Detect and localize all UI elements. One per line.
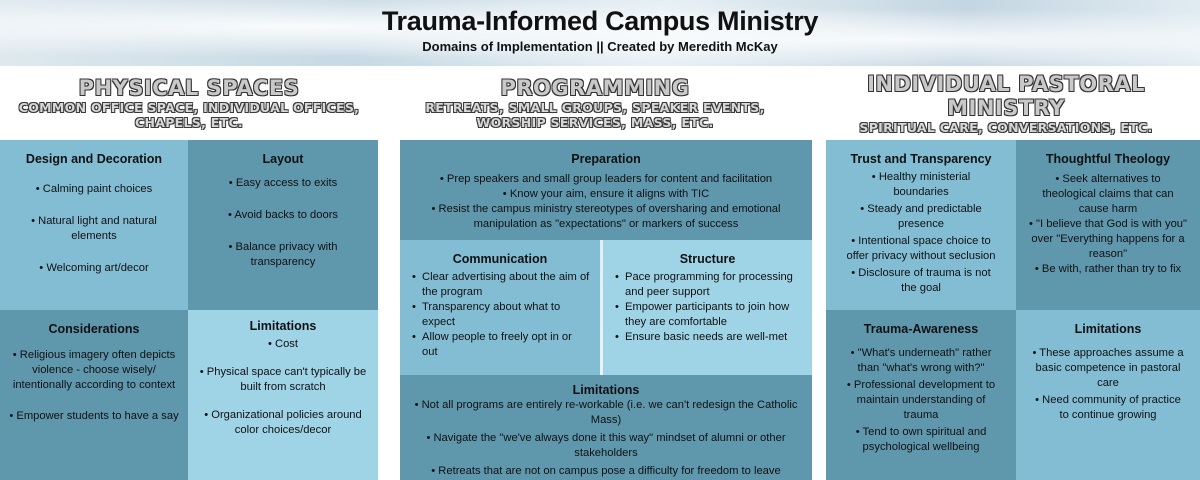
trauma-awareness-list — [826, 346, 1016, 455]
pastoral-limitations-title: Limitations — [1074, 322, 1142, 336]
list-item: • Tend to own spiritual and psychological wellbeing — [846, 425, 996, 455]
list-item: • Welcoming art/decor — [8, 261, 180, 276]
list-item: • Organizational policies around color choices/decor — [196, 408, 370, 438]
preparation-title: Preparation — [571, 152, 641, 166]
structure-box — [603, 240, 812, 375]
trust-transparency-box — [826, 140, 1016, 310]
pastoral-ministry-subtitle: SPIRITUAL CARE, CONVERSATIONS, ETC. — [859, 120, 1153, 135]
structure-title: Structure — [679, 252, 736, 266]
thoughtful-theology-title: Thoughtful Theology — [1045, 152, 1171, 166]
physical-spaces-subtitle-2: CHAPELS, ETC. — [135, 115, 243, 130]
thoughtful-theology-list — [1016, 172, 1200, 277]
thoughtful-theology-box — [1016, 140, 1200, 310]
list-item: • Physical space can't typically be built from scratch — [196, 365, 370, 395]
programming-header — [378, 66, 812, 140]
list-item: • Professional development to maintain understanding of trauma — [846, 378, 996, 423]
considerations-box — [0, 310, 188, 480]
physical-limitations-title: Limitations — [249, 319, 317, 333]
list-item: • Prep speakers and small group leaders for content and facilitation — [414, 172, 798, 187]
list-item: • Pace programming for processing and peer support — [615, 270, 802, 300]
list-item: • Retreats that are not on campus pose a difficulty for freedom to leave — [414, 464, 798, 479]
programming-subtitle-2: WORSHIP SERVICES, MASS, ETC. — [476, 115, 714, 130]
pastoral-ministry-title-2: MINISTRY — [947, 96, 1065, 120]
list-item: • Avoid backs to doors — [196, 208, 370, 223]
list-item: • Allow people to freely opt in or out — [412, 330, 590, 360]
pastoral-limitations-box — [1016, 310, 1200, 480]
communication-list — [400, 270, 600, 360]
list-item: • Natural light and natural elements — [8, 214, 180, 244]
list-item: • Cost — [196, 337, 370, 352]
list-item: • Resist the campus ministry stereotypes of oversharing and emotional manipulation as "expectations" or markers of success — [414, 202, 798, 232]
list-item: • Healthy ministerial boundaries — [844, 170, 998, 200]
physical-limitations-box — [188, 310, 378, 480]
column-divider — [812, 140, 826, 480]
list-item: • Disclosure of trauma is not the goal — [844, 266, 998, 296]
design-decoration-box — [0, 140, 188, 310]
considerations-title: Considerations — [48, 322, 140, 336]
list-item: • Need community of practice to continue growing — [1030, 393, 1186, 423]
list-item: • Easy access to exits — [196, 176, 370, 191]
list-item: • Empower students to have a say — [8, 409, 180, 424]
design-decoration-title: Design and Decoration — [25, 152, 163, 166]
preparation-box — [400, 140, 812, 240]
pastoral-ministry-header — [812, 66, 1200, 140]
list-item: • Ensure basic needs are well-met — [615, 330, 802, 345]
list-item: • "What's underneath" rather than "what's wrong with?" — [846, 346, 996, 376]
pastoral-limitations-list — [1016, 346, 1200, 423]
list-item: • "I believe that God is with you" over "Everything happens for a reason" — [1028, 217, 1188, 262]
list-item: • Transparency about what to expect — [412, 300, 590, 330]
list-item: • Clear advertising about the aim of the program — [412, 270, 590, 300]
list-item: • Steady and predictable presence — [844, 202, 998, 232]
trauma-awareness-title: Trauma-Awareness — [863, 322, 979, 336]
list-item: • Intentional space choice to offer privacy without seclusion — [844, 234, 998, 264]
list-item: • Be with, rather than try to fix — [1028, 262, 1188, 277]
trust-transparency-title: Trust and Transparency — [850, 152, 992, 166]
layout-box — [188, 140, 378, 310]
layout-list — [188, 176, 378, 270]
structure-list — [603, 270, 812, 345]
physical-spaces-subtitle-1: COMMON OFFICE SPACE, INDIVIDUAL OFFICES, — [18, 100, 360, 115]
list-item: • Navigate the "we've always done it this way" mindset of alumni or other stakeholders — [414, 431, 798, 461]
pastoral-ministry-title-1: INDIVIDUAL PASTORAL — [867, 72, 1145, 96]
design-decoration-list — [0, 182, 188, 276]
programming-limitations-box — [400, 375, 812, 480]
list-item: • Seek alternatives to theological claims that can cause harm — [1028, 172, 1188, 217]
physical-spaces-title: PHYSICAL SPACES — [78, 76, 300, 100]
physical-spaces-header — [0, 66, 378, 140]
communication-title: Communication — [452, 252, 548, 266]
considerations-list — [0, 348, 188, 424]
header-banner — [0, 0, 1200, 66]
communication-box — [400, 240, 600, 375]
programming-subtitle-1: RETREATS, SMALL GROUPS, SPEAKER EVENTS, — [425, 100, 765, 115]
list-item: • These approaches assume a basic competence in pastoral care — [1030, 346, 1186, 391]
page-title: Trauma-Informed Campus Ministry — [381, 6, 819, 36]
list-item: • Balance privacy with transparency — [196, 240, 370, 270]
list-item: • Not all programs are entirely re-workable (i.e. we can't redesign the Catholic Mass) — [414, 398, 798, 428]
column-divider — [378, 140, 400, 480]
preparation-list — [400, 172, 812, 232]
trauma-awareness-box — [826, 310, 1016, 480]
list-item: • Calming paint choices — [8, 182, 180, 197]
page-subtitle: Domains of Implementation || Created by Meredith McKay — [422, 39, 778, 54]
programming-limitations-list — [400, 398, 812, 479]
programming-title: PROGRAMMING — [500, 76, 690, 100]
list-item: • Empower participants to join how they are comfortable — [615, 300, 802, 330]
physical-limitations-list — [188, 337, 378, 438]
list-item: • Know your aim, ensure it aligns with TIC — [414, 187, 798, 202]
programming-limitations-title: Limitations — [572, 383, 640, 397]
trust-transparency-list — [826, 170, 1016, 296]
list-item: • Religious imagery often depicts violence - choose wisely/ intentionally according to context — [8, 348, 180, 393]
layout-title: Layout — [262, 152, 304, 166]
